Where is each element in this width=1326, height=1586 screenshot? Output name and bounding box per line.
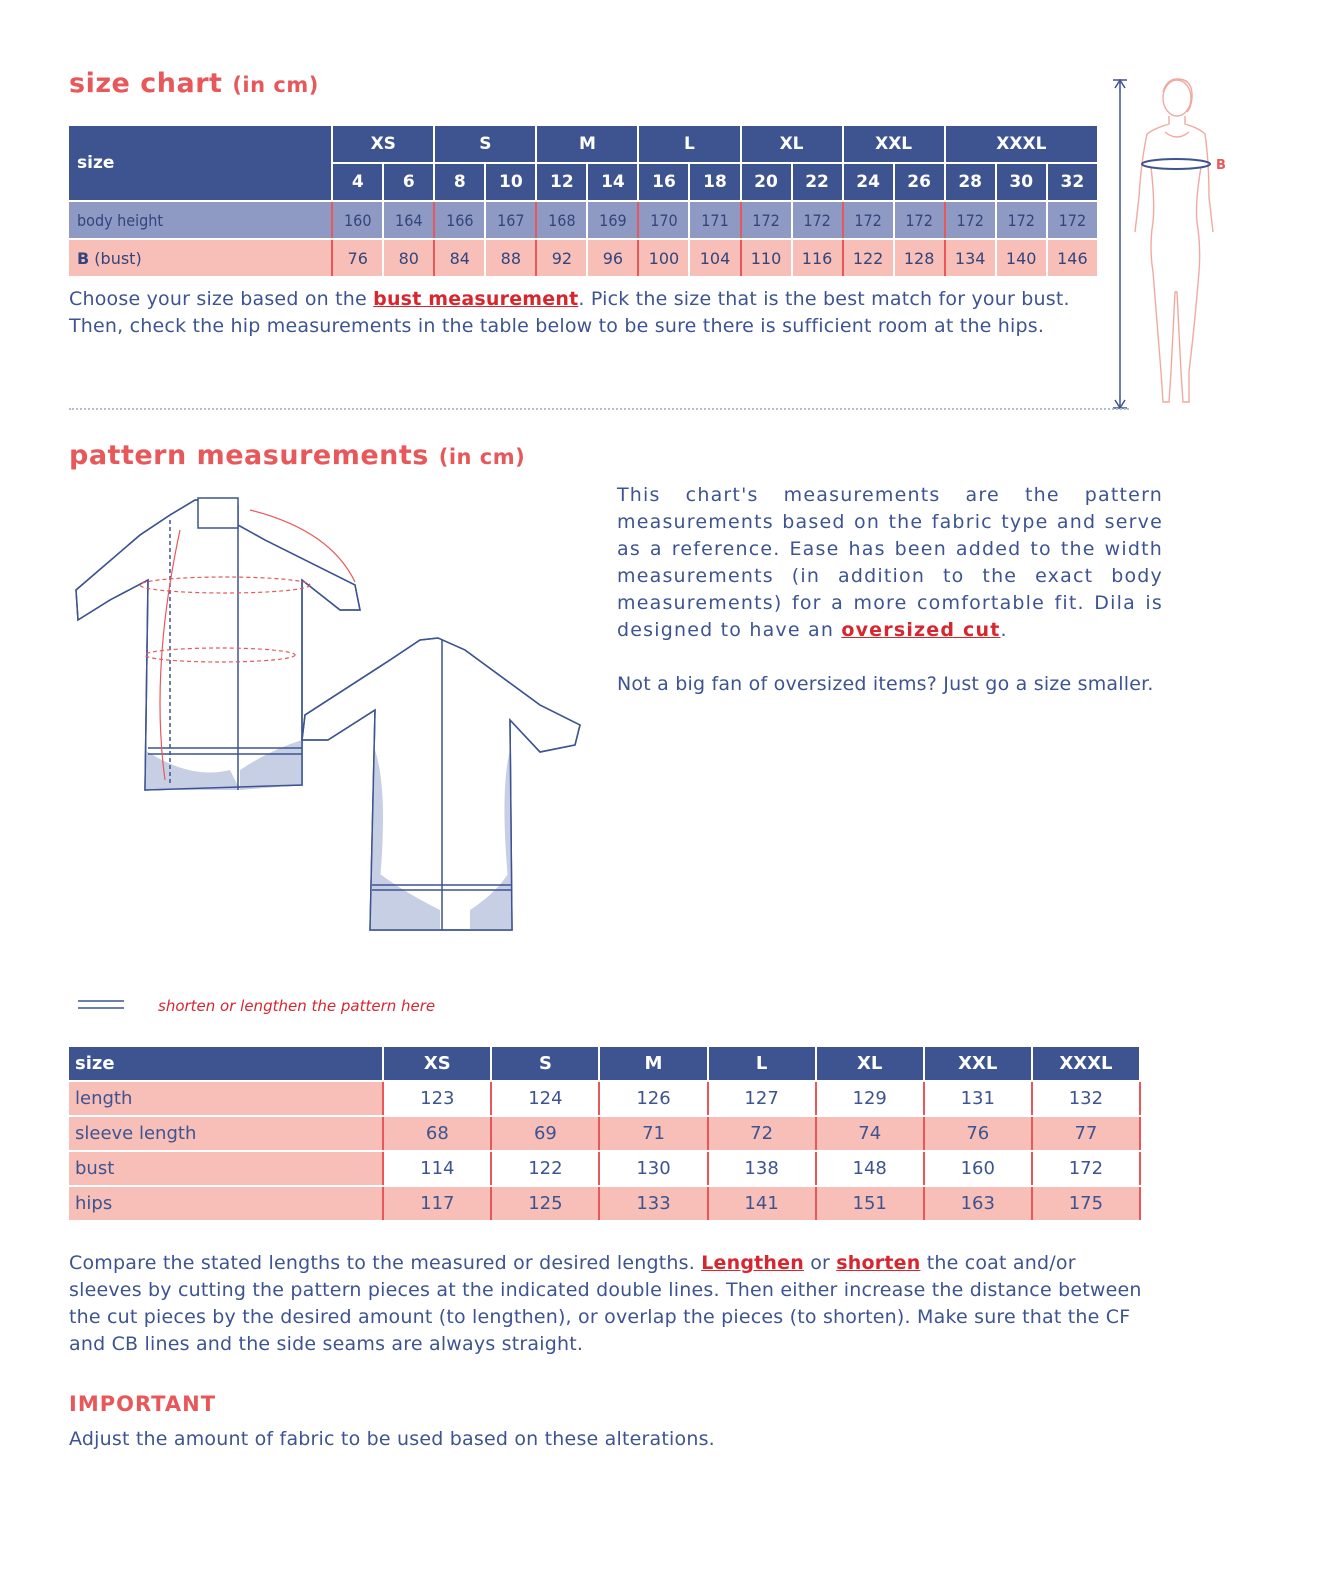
bust-label-letter: B [77, 248, 90, 268]
size-header-cell: size [69, 126, 332, 201]
bust-cell: 110 [741, 239, 792, 277]
pattern-row-label: sleeve length [69, 1116, 383, 1151]
size-number-cell: 6 [383, 163, 434, 201]
bust-cell: 84 [434, 239, 485, 277]
pattern-value-cell: 138 [708, 1151, 816, 1186]
pattern-size-cell: M [599, 1047, 707, 1081]
pattern-row-label: length [69, 1081, 383, 1116]
size-letter-cell: XXXL [945, 126, 1098, 163]
compare-text-2: the coat and/or sleeves by cutting the pattern pieces at the indicated double lines. Then either increase the distance between the cut pieces by the desired amount (to lengthen), or overlap the pieces (to shorten). Make sure that the CF and CB lines and the side seams are always straight. [69, 1252, 1142, 1355]
pattern-size-cell: XL [816, 1047, 924, 1081]
pattern-row-label: bust [69, 1151, 383, 1186]
pattern-value-cell: 127 [708, 1081, 816, 1116]
size-chart-title [69, 68, 319, 99]
pattern-unit: (in cm) [438, 445, 526, 469]
bust-cell: 100 [638, 239, 689, 277]
compare-text-mid: or [803, 1252, 837, 1274]
body-height-label: body height [69, 201, 332, 239]
size-letter-cell: M [536, 126, 638, 163]
lengthen-link[interactable]: Lengthen [701, 1252, 804, 1274]
body-height-cell: 171 [689, 201, 740, 239]
table-row [69, 1081, 1140, 1116]
size-number-cell: 30 [996, 163, 1047, 201]
bust-line-icon [1142, 159, 1210, 169]
coat-back-icon [302, 638, 580, 930]
bust-cell: 140 [996, 239, 1047, 277]
size-chart-note [69, 286, 1109, 340]
bust-measurement-link[interactable]: bust measurement [373, 288, 579, 310]
body-height-cell: 172 [996, 201, 1047, 239]
pattern-value-cell: 126 [599, 1081, 707, 1116]
size-number-cell: 26 [894, 163, 945, 201]
body-height-cell: 167 [485, 201, 536, 239]
size-number-cell: 14 [587, 163, 638, 201]
pattern-measurements-table [69, 1047, 1141, 1222]
size-number-cell: 16 [638, 163, 689, 201]
size-number-cell: 10 [485, 163, 536, 201]
note-text-2: . Pick the size that is the best match for your bust. Then, check the hip measurements in the table below to be sure there is sufficient room at the hips. [69, 288, 1070, 337]
bust-cell: 76 [332, 239, 383, 277]
pattern-value-cell: 130 [599, 1151, 707, 1186]
pattern-title-text: pattern measurements [69, 440, 429, 471]
size-number-cell: 20 [741, 163, 792, 201]
bust-cell: 92 [536, 239, 587, 277]
body-height-cell: 168 [536, 201, 587, 239]
pattern-value-cell: 129 [816, 1081, 924, 1116]
pattern-value-cell: 71 [599, 1116, 707, 1151]
body-figure-illustration [1105, 72, 1235, 417]
bust-cell: 88 [485, 239, 536, 277]
body-height-cell: 172 [843, 201, 894, 239]
important-text: Adjust the amount of fabric to be used based on these alterations. [69, 1428, 715, 1450]
double-line-legend-icon [76, 998, 126, 1012]
pattern-value-cell: 133 [599, 1186, 707, 1221]
coat-front-icon [76, 498, 360, 790]
pattern-value-cell: 76 [924, 1116, 1032, 1151]
body-height-cell: 170 [638, 201, 689, 239]
body-height-cell: 169 [587, 201, 638, 239]
pattern-size-cell: XS [383, 1047, 491, 1081]
pattern-value-cell: 74 [816, 1116, 924, 1151]
important-heading: IMPORTANT [69, 1392, 217, 1416]
size-letter-cell: XS [332, 126, 434, 163]
pattern-value-cell: 163 [924, 1186, 1032, 1221]
shorten-link[interactable]: shorten [836, 1252, 921, 1274]
oversized-cut-link[interactable]: oversized cut [841, 619, 1001, 641]
bust-cell: 128 [894, 239, 945, 277]
section-divider [69, 408, 1129, 410]
pattern-value-cell: 132 [1032, 1081, 1140, 1116]
compare-instructions [69, 1250, 1144, 1358]
size-number-cell: 12 [536, 163, 587, 201]
pattern-value-cell: 122 [491, 1151, 599, 1186]
pattern-size-cell: S [491, 1047, 599, 1081]
body-height-cell: 172 [792, 201, 843, 239]
bust-label-text: (bust) [94, 248, 142, 268]
body-height-cell: 164 [383, 201, 434, 239]
pattern-tip: Not a big fan of oversized items? Just go a size smaller. [617, 673, 1154, 695]
legend-label: shorten or lengthen the pattern here [158, 997, 436, 1015]
description-text: This chart's measurements are the pattern measurements based on the fabric type and serve as a reference. Ease has been added to the width measurements (in addition to the exact body measurements) for a more comfortable fit. Dila is designed to have an [617, 484, 1163, 641]
pattern-value-cell: 123 [383, 1081, 491, 1116]
size-letter-cell: S [434, 126, 536, 163]
size-letter-cell: XL [741, 126, 843, 163]
bust-cell: 116 [792, 239, 843, 277]
height-arrow-icon [1113, 80, 1127, 408]
pattern-size-header: size [69, 1047, 383, 1081]
compare-text-1: Compare the stated lengths to the measured or desired lengths. [69, 1252, 702, 1274]
size-letter-cell: XXL [843, 126, 945, 163]
pattern-size-cell: XXXL [1032, 1047, 1140, 1081]
table-row [69, 1116, 1140, 1151]
pattern-value-cell: 148 [816, 1151, 924, 1186]
body-height-cell: 172 [741, 201, 792, 239]
pattern-value-cell: 124 [491, 1081, 599, 1116]
table-row [69, 1186, 1140, 1221]
pattern-value-cell: 160 [924, 1151, 1032, 1186]
pattern-value-cell: 131 [924, 1081, 1032, 1116]
bust-cell: 104 [689, 239, 740, 277]
size-number-cell: 28 [945, 163, 996, 201]
bust-cell: 80 [383, 239, 434, 277]
pattern-size-cell: L [708, 1047, 816, 1081]
body-height-cell: 172 [894, 201, 945, 239]
pattern-size-cell: XXL [924, 1047, 1032, 1081]
bust-cell: 146 [1047, 239, 1098, 277]
body-height-cell: 172 [1047, 201, 1098, 239]
size-number-cell: 24 [843, 163, 894, 201]
bust-label [69, 239, 332, 277]
bust-marker-label: B [1216, 158, 1226, 173]
pattern-value-cell: 125 [491, 1186, 599, 1221]
bust-cell: 122 [843, 239, 894, 277]
pattern-value-cell: 117 [383, 1186, 491, 1221]
size-number-cell: 32 [1047, 163, 1098, 201]
bust-cell: 96 [587, 239, 638, 277]
body-height-cell: 160 [332, 201, 383, 239]
size-chart-unit: (in cm) [232, 73, 319, 97]
size-chart-table [69, 126, 1099, 278]
pattern-value-cell: 141 [708, 1186, 816, 1221]
pattern-value-cell: 72 [708, 1116, 816, 1151]
pattern-value-cell: 151 [816, 1186, 924, 1221]
size-letter-cell: L [638, 126, 740, 163]
pattern-value-cell: 69 [491, 1116, 599, 1151]
size-number-cell: 4 [332, 163, 383, 201]
description-end: . [1000, 619, 1008, 641]
pattern-title [69, 440, 525, 471]
body-height-cell: 166 [434, 201, 485, 239]
pattern-value-cell: 68 [383, 1116, 491, 1151]
table-row [69, 1151, 1140, 1186]
pattern-value-cell: 175 [1032, 1186, 1140, 1221]
pattern-row-label: hips [69, 1186, 383, 1221]
pattern-description [617, 482, 1163, 644]
size-number-cell: 22 [792, 163, 843, 201]
pattern-value-cell: 77 [1032, 1116, 1140, 1151]
bust-cell: 134 [945, 239, 996, 277]
pattern-value-cell: 172 [1032, 1151, 1140, 1186]
size-chart-title-text: size chart [69, 68, 223, 99]
coat-illustration [70, 490, 590, 940]
size-number-cell: 8 [434, 163, 485, 201]
pattern-value-cell: 114 [383, 1151, 491, 1186]
note-text-1: Choose your size based on the [69, 288, 374, 310]
body-height-cell: 172 [945, 201, 996, 239]
woman-silhouette-icon [1135, 79, 1213, 402]
size-number-cell: 18 [689, 163, 740, 201]
